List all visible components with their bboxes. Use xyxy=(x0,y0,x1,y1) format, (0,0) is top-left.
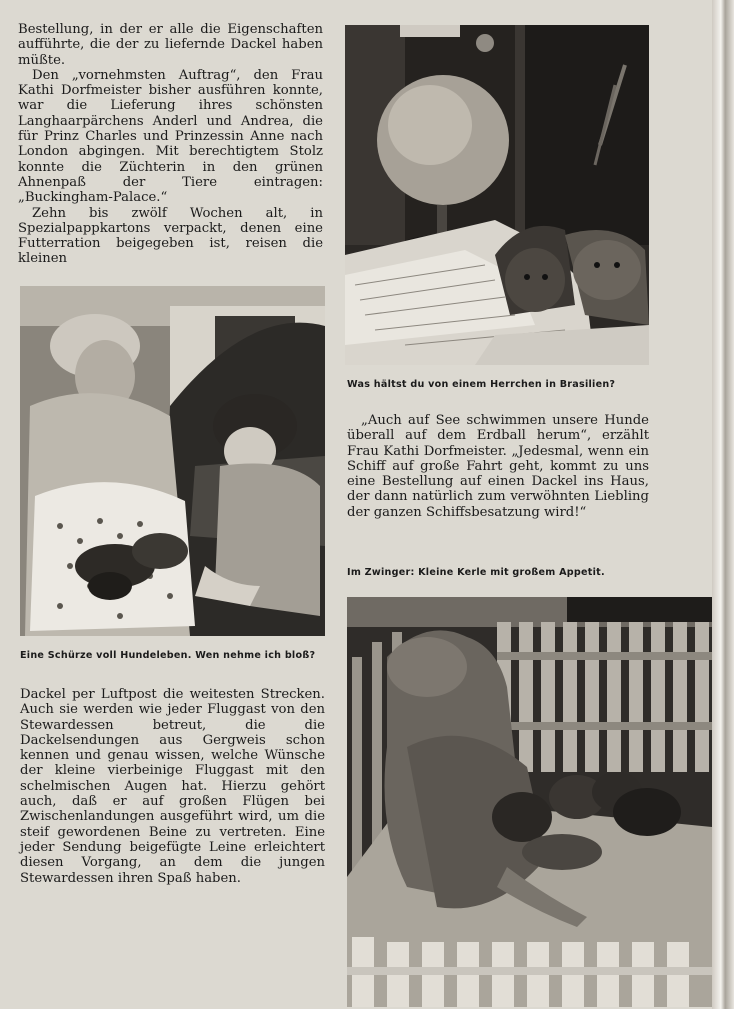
photo-apron-puppies-image xyxy=(20,286,325,636)
photo-globe-puppies-image xyxy=(345,25,649,365)
article-paragraph-5: „Auch auf See schwimmen unsere Hunde überall auf dem Erdball herum“, erzählt Frau Kathi Dorfmeister. „Jedesmal, wenn ein Schiff auf große Fahrt geht, kommt zu uns eine Bestellung auf einen Dackel ins Haus, der dann natürlich zum verwöhnten Liebling der ganzen Schiffsbesatzung wird!“ xyxy=(347,413,649,520)
photo-kennel-image xyxy=(347,597,712,1007)
caption-apron-puppies: Eine Schürze voll Hundeleben. Wen nehme ich bloß? xyxy=(20,650,316,661)
article-paragraph-3: Zehn bis zwölf Wochen alt, in Spezialpappkartons verpackt, denen eine Futterration beigegeben ist, reisen die kleinen xyxy=(18,205,323,267)
article-paragraph-1: Bestellung, in der er alle die Eigenschaften aufführte, die der zu liefernde Dackel haben müßte. xyxy=(18,22,323,68)
right-column-text xyxy=(347,413,649,520)
photo-globe-puppies xyxy=(345,25,649,365)
article-paragraph-4: Dackel per Luftpost die weitesten Strecken. Auch sie werden wie jeder Fluggast von den Stewardessen betreut, die die Dackelsendungen aus Gergweis schon kennen und genau wissen, welche Wünsche der kleine vierbeinige Fluggast mit den schelmischen Augen hat. Hierzu gehört auch, daß er auf großen Flügen bei Zwischenlandungen ausgeführt wird, um die steif gewordenen Beine zu vertreten. Eine jeder Sendung beigefügte Leine erleichtert diesen Vorgang, an dem die jungen Stewardessen ihren Spaß haben. xyxy=(20,687,325,886)
photo-kennel xyxy=(347,597,712,1007)
page-edge xyxy=(712,0,734,1009)
left-column-text-bottom xyxy=(20,687,325,886)
caption-globe-puppies: Was hältst du von einem Herrchen in Brasilien? xyxy=(347,379,616,390)
left-column-text-top xyxy=(18,22,323,267)
article-paragraph-2: Den „vornehmsten Auftrag“, den Frau Kathi Dorfmeister bisher ausführen konnte, war die Lieferung ihres schönsten Langhaarpärchens Anderl und Andrea, die für Prinz Charles und Prinzessin Anne nach London abgingen. Mit berechtigtem Stolz konnte die Züchterin in den grünen Ahnenpaß der Tiere eintragen: „Buckingham-Palace.“ xyxy=(18,67,323,206)
caption-kennel: Im Zwinger: Kleine Kerle mit großem Appetit. xyxy=(347,567,605,578)
photo-apron-puppies xyxy=(20,286,325,636)
